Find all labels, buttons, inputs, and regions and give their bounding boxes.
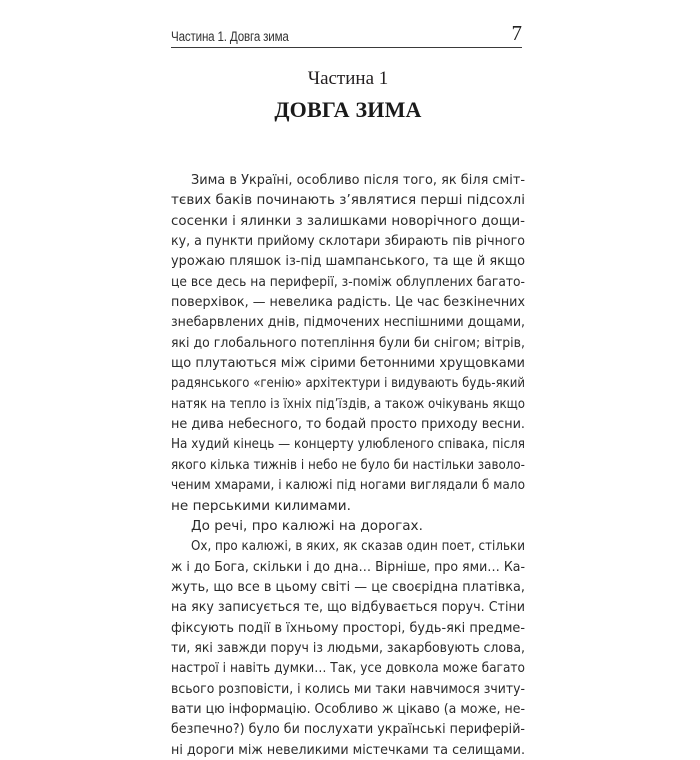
text-line xyxy=(171,496,525,516)
text-line xyxy=(171,333,525,353)
text-line-content: натяк на тепло із їхніх під’їздів, а також очікувань якщо xyxy=(171,395,525,412)
text-line-content: Зима в Україні, особливо після того, як біля сміт- xyxy=(191,172,525,188)
text-line xyxy=(171,638,525,658)
text-line xyxy=(171,740,525,760)
text-line-content: вати цю інформацію. Особливо ж цікаво (а може, не- xyxy=(171,700,525,717)
text-line-content: тєвих баків починають з’являтися перші підсохлі xyxy=(171,192,525,209)
text-line-content: поверхівок, — невелика радість. Це час безкінечних xyxy=(171,294,525,311)
text-line-content: радянського «генію» архітектури і видувають будь-який xyxy=(171,375,525,392)
text-line-content: На худий кінець — концерту улюбленого співака, після xyxy=(171,436,525,453)
text-line xyxy=(171,516,525,536)
text-line xyxy=(171,231,525,251)
text-line-content: на яку записується те, що відбувається поруч. Стіни xyxy=(171,599,525,616)
text-line xyxy=(171,536,525,556)
running-header-title: Частина 1. Довга зима xyxy=(171,29,289,44)
text-line xyxy=(171,353,525,373)
text-line-content: всього розповісти, і колись ми таки навчимося зчиту- xyxy=(171,680,525,697)
text-line-content: безпечно?) було би послухати українські периферій- xyxy=(171,721,525,738)
text-line xyxy=(171,414,525,434)
body-text xyxy=(171,170,525,760)
text-line xyxy=(171,475,525,495)
text-line-content: які до глобального потепління були би снігом; вітрів, xyxy=(171,334,525,351)
text-line xyxy=(171,211,525,231)
text-line xyxy=(171,394,525,414)
text-line-content: не дива небесного, то бодай просто приходу весни. xyxy=(171,416,525,433)
text-line xyxy=(171,170,525,190)
text-line-content: це все десь на периферії, з-поміж облуплених багато- xyxy=(171,273,525,290)
text-line xyxy=(171,658,525,678)
text-line-content: знебарвлених днів, підмочених неспішними дощами, xyxy=(171,314,525,331)
text-line-content: сосенки і ялинки з залишками новорічного дощи- xyxy=(171,212,525,229)
text-line xyxy=(171,190,525,210)
text-line xyxy=(171,434,525,454)
text-line-content: ні дороги між невеликими містечками та селищами. xyxy=(171,741,525,758)
text-line xyxy=(171,373,525,393)
text-line xyxy=(171,292,525,312)
page-number: 7 xyxy=(511,21,522,45)
text-line-content: урожаю пляшок із-під шампанського, та ще й якщо xyxy=(171,253,525,270)
text-line xyxy=(171,679,525,699)
text-line xyxy=(171,455,525,475)
text-line-content: ж і до Бога, скільки і до дна… Вірніше, про ями… Ка- xyxy=(171,558,525,575)
text-line-content: не перськими килимами. xyxy=(171,497,351,514)
text-line-content: що плутаються між сірими бетонними хрущовками xyxy=(171,355,525,372)
running-header xyxy=(171,22,522,48)
text-line-content: ку, а пункти прийому склотари збирають пів річного xyxy=(171,233,525,250)
text-line xyxy=(171,597,525,617)
book-page xyxy=(171,0,525,758)
chapter-label: Частина 1 xyxy=(307,68,389,89)
text-line xyxy=(171,577,525,597)
text-line xyxy=(171,719,525,739)
text-line-content: ченим хмарами, і калюжі під ногами виглядали б мало xyxy=(171,477,525,494)
text-line-content: фіксують події в їхньому просторі, будь-які предме- xyxy=(171,619,525,636)
text-line-content: настрої і навіть думки… Так, усе довкола може багато xyxy=(171,660,525,677)
text-line xyxy=(171,312,525,332)
text-line xyxy=(171,557,525,577)
text-line xyxy=(171,699,525,719)
text-line xyxy=(171,272,525,292)
text-line-content: До речі, про калюжі на дорогах. xyxy=(191,517,423,534)
text-line-content: ти, які завжди поруч із людьми, закарбовують слова, xyxy=(171,639,525,656)
chapter-title: ДОВГА ЗИМА xyxy=(274,97,422,122)
text-line xyxy=(171,251,525,271)
text-line-content: Ох, про калюжі, в яких, як сказав один поет, стільки xyxy=(191,538,525,555)
text-line-content: жуть, що все в цьому світі — це своєрідна платівка, xyxy=(171,578,525,595)
text-line-content: якого кілька тижнів і небо не було би настільки заволо- xyxy=(171,456,525,473)
text-line xyxy=(171,618,525,638)
